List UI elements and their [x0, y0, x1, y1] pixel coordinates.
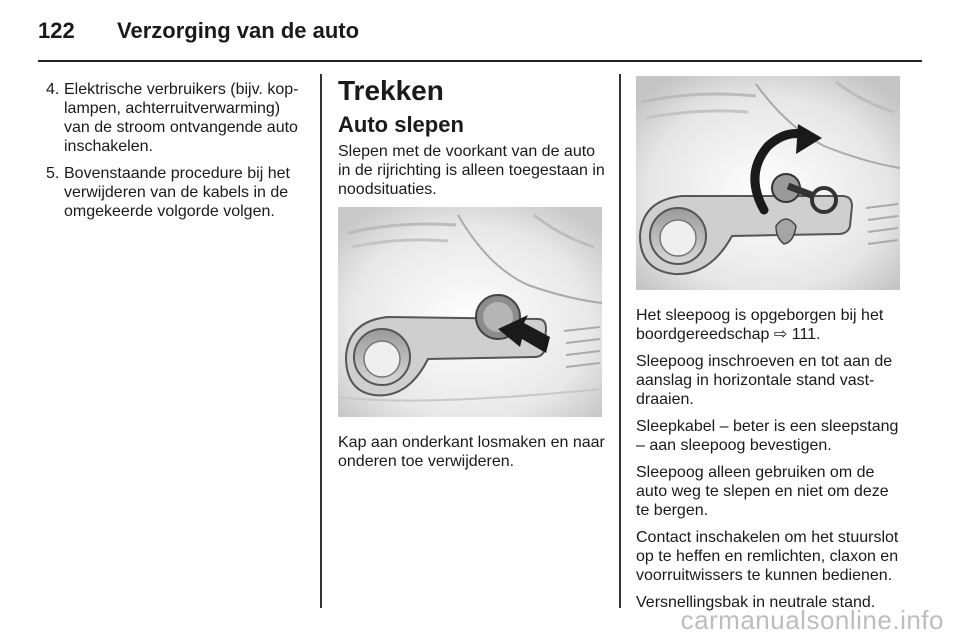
- step-number: 5.: [46, 165, 60, 182]
- column-divider-left: [320, 74, 322, 608]
- step-number: 4.: [46, 81, 60, 98]
- paragraph: Contact inschakelen om het stuurslot op te heffen en remlichten, claxon en voorruitwissers te kunnen bedienen.: [636, 529, 899, 584]
- paragraph: Sleepoog alleen gebruiken om de auto weg te slepen en niet om deze te bergen.: [636, 464, 889, 519]
- section-heading: Trekken: [338, 75, 444, 106]
- watermark: carmanualsonline.info: [680, 605, 944, 635]
- header-divider: [38, 60, 922, 62]
- list-item: [38, 80, 310, 156]
- step-list: [38, 80, 310, 221]
- middle-column: [338, 76, 606, 479]
- paragraph: Sleepkabel – beter is een sleepstang – aan sleepoog bevestigen.: [636, 418, 899, 454]
- bumper-cover-illustration: [338, 207, 602, 417]
- paragraph: Versnellingsbak in neutrale stand.: [636, 594, 876, 611]
- page-title: Verzorging van de auto: [117, 18, 360, 43]
- left-column: [38, 80, 310, 229]
- tow-eye-illustration: [636, 76, 900, 290]
- figure-caption: Kap aan onderkant losmaken en naar onderen toe verwijderen.: [338, 434, 605, 470]
- paragraph: Het sleepoog is opgeborgen bij het boordgereedschap ⇨ 111.: [636, 307, 884, 343]
- right-column: [636, 76, 902, 620]
- column-divider-right: [619, 74, 621, 608]
- list-item: [38, 164, 310, 221]
- intro-paragraph: Slepen met de voorkant van de auto in de rijrichting is alleen toegestaan in noodsituaties.: [338, 143, 605, 198]
- step-text: Elektrische verbruikers (bijv. kop-lampen, achterruitverwarming) van de stroom ontvangende auto inschakelen.: [64, 81, 299, 155]
- paragraph: Sleepoog inschroeven en tot aan de aanslag in horizontale stand vast-draaien.: [636, 353, 893, 408]
- subsection-heading: Auto slepen: [338, 112, 464, 137]
- step-text: Bovenstaande procedure bij het verwijderen van de kabels in de omgekeerde volgorde volgen.: [64, 165, 290, 220]
- page-number: 122: [38, 18, 75, 43]
